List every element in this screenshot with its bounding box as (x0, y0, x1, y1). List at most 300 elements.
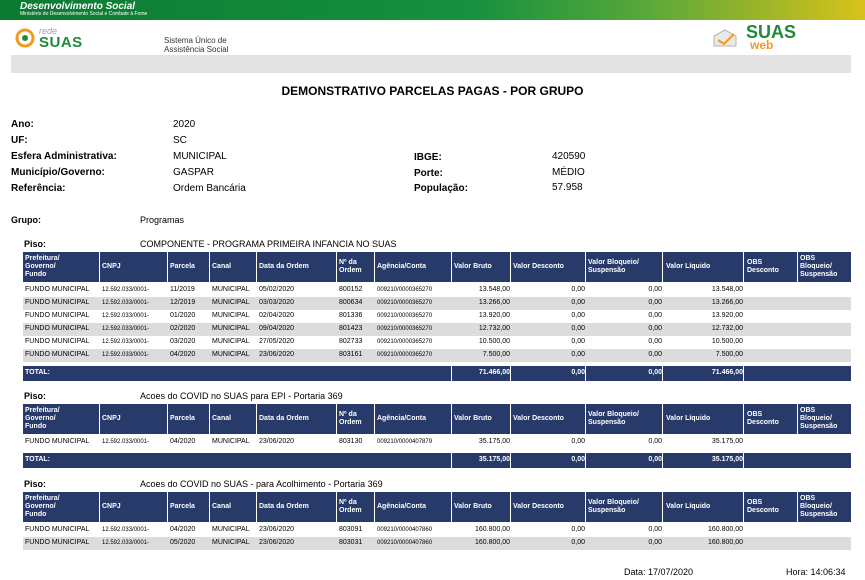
total-bloqueio: 0,00 (648, 456, 662, 463)
ano-value: 2020 (173, 119, 196, 130)
column-header-text: Desconto (747, 419, 779, 426)
cell-parcela: 11/2019 (170, 286, 195, 293)
cell-fundo: FUNDO MUNICIPAL (25, 351, 90, 358)
esfera-label: Esfera Administrativa: (11, 151, 117, 162)
cell-canal: MUNICIPAL (212, 438, 250, 445)
column-header-cnpj (102, 503, 121, 511)
cell-desconto: 0,00 (571, 325, 585, 332)
esfera-value: MUNICIPAL (173, 151, 227, 162)
cell-cnpj: 12.592.033/0001- (102, 326, 150, 332)
column-header-text: Valor Desconto (513, 503, 564, 510)
porte-label: Porte: (414, 168, 443, 179)
cell-fundo: FUNDO MUNICIPAL (25, 539, 90, 546)
column-header-agencia (377, 263, 426, 271)
government-bar (0, 0, 865, 20)
table-row (23, 284, 851, 297)
cell-liquido: 12.732,00 (711, 325, 743, 332)
column-divider (510, 252, 511, 282)
cell-agencia: 009210/0000365270 (377, 313, 433, 319)
cell-agencia: 009210/0000365270 (377, 287, 433, 293)
referencia-value: Ordem Bancária (173, 183, 246, 194)
cell-ordem: 801423 (339, 325, 363, 332)
column-header-ordem (339, 411, 362, 427)
piso-name: COMPONENTE - PROGRAMA PRIMEIRA INFANCIA NO SUAS (140, 239, 397, 249)
cell-desconto: 0,00 (571, 351, 585, 358)
referencia-label: Referência: (11, 183, 66, 194)
column-divider (167, 404, 168, 434)
cell-parcela: 01/2020 (170, 312, 196, 319)
cell-data: 23/06/2020 (259, 438, 295, 445)
column-divider (662, 492, 663, 522)
column-header-desconto (513, 415, 564, 423)
cell-ordem: 803161 (339, 351, 363, 358)
column-header-obs2 (800, 255, 837, 279)
cell-bloqueio: 0,00 (648, 539, 662, 546)
table-row (23, 524, 851, 537)
column-divider (374, 492, 375, 522)
uf-value: SC (173, 135, 187, 146)
column-header-desconto (513, 263, 564, 271)
column-divider (99, 252, 100, 282)
cell-desconto: 0,00 (571, 299, 585, 306)
suasweb-logo-icon (712, 28, 738, 48)
cell-canal: MUNICIPAL (212, 299, 250, 306)
column-divider (743, 404, 744, 434)
column-header-text: Ordem (339, 419, 362, 426)
column-header-text: Canal (212, 263, 232, 270)
table-header (23, 404, 851, 434)
rede-suas-logo[interactable] (14, 24, 94, 52)
cell-liquido: 13.920,00 (711, 312, 743, 319)
cell-canal: MUNICIPAL (212, 325, 250, 332)
table-row (23, 336, 851, 349)
gov-subtitle: Ministério do Desenvolvimento Social e Combate à Fome (20, 11, 148, 17)
system-name (164, 36, 228, 54)
total-desconto: 0,00 (571, 369, 585, 376)
cell-cnpj: 12.592.033/0001- (102, 287, 150, 293)
column-divider (167, 492, 168, 522)
column-header-text: Parcela (170, 263, 195, 270)
suasweb-logo[interactable] (712, 22, 812, 52)
rede-word: rede (39, 26, 58, 36)
cell-agencia: 009210/0000407879 (377, 439, 433, 445)
column-header-text: Canal (212, 503, 232, 510)
grupo-value: Programas (140, 215, 185, 225)
cell-agencia: 009210/0000365270 (377, 300, 433, 306)
column-divider (662, 252, 663, 282)
column-header-text: Parcela (170, 503, 195, 510)
column-header-text: Bloqueio/ (800, 263, 832, 270)
column-header-text: Ordem (339, 267, 362, 274)
total-label: TOTAL: (25, 369, 51, 376)
column-header-text: Bloqueio/ (800, 503, 832, 510)
column-header-data (259, 415, 309, 423)
column-header-text: Prefeitura/ (25, 255, 60, 262)
column-header-cnpj (102, 415, 121, 423)
column-header-text: Ordem (339, 507, 362, 514)
column-divider (99, 492, 100, 522)
column-divider (256, 252, 257, 282)
column-header-fundo (25, 407, 60, 431)
cell-data: 02/04/2020 (259, 312, 295, 319)
column-divider (336, 252, 337, 282)
column-divider (797, 252, 798, 282)
cell-cnpj: 12.592.033/0001- (102, 339, 150, 345)
total-divider (451, 453, 452, 468)
column-header-parcela (170, 415, 195, 423)
cell-fundo: FUNDO MUNICIPAL (25, 286, 90, 293)
cell-liquido: 10.500,00 (711, 338, 743, 345)
total-divider (585, 366, 586, 381)
cell-parcela: 04/2020 (170, 526, 196, 533)
cell-liquido: 160.800,00 (707, 526, 743, 533)
column-divider (797, 404, 798, 434)
column-header-text: CNPJ (102, 415, 121, 422)
column-divider (209, 252, 210, 282)
total-divider (662, 453, 663, 468)
column-header-text: Valor Desconto (513, 415, 564, 422)
total-desconto: 0,00 (571, 456, 585, 463)
total-bruto: 71.466,00 (478, 369, 510, 376)
cell-liquido: 13.266,00 (711, 299, 743, 306)
cell-data: 09/04/2020 (259, 325, 295, 332)
cell-fundo: FUNDO MUNICIPAL (25, 312, 90, 319)
column-header-text: Agência/Conta (377, 263, 427, 270)
column-header-bruto (454, 263, 492, 271)
column-header-text: Data da Ordem (259, 263, 309, 270)
column-divider (336, 404, 337, 434)
column-header-canal (212, 263, 231, 271)
gov-title: Desenvolvimento Social (20, 1, 136, 12)
cell-bruto: 13.266,00 (478, 299, 510, 306)
column-header-text: Suspensão (588, 419, 626, 426)
menu-bar (11, 55, 851, 73)
cell-data: 23/06/2020 (259, 526, 295, 533)
cell-fundo: FUNDO MUNICIPAL (25, 299, 90, 306)
column-divider (585, 492, 586, 522)
cell-fundo: FUNDO MUNICIPAL (25, 438, 90, 445)
total-divider (585, 453, 586, 468)
cell-ordem: 803130 (339, 438, 363, 445)
populacao-label: População: (414, 183, 468, 194)
column-header-text: Bloqueio/ (800, 415, 832, 422)
cell-fundo: FUNDO MUNICIPAL (25, 526, 90, 533)
column-header-text: Valor Desconto (513, 263, 564, 270)
total-divider (743, 453, 744, 468)
footer-time: Hora: 14:06:34 (786, 567, 846, 577)
column-divider (743, 252, 744, 282)
column-header-text: Valor Bloqueio/ (588, 499, 639, 506)
cell-bloqueio: 0,00 (648, 526, 662, 533)
cell-agencia: 009210/0000365270 (377, 352, 433, 358)
cell-bloqueio: 0,00 (648, 299, 662, 306)
column-header-text: Valor Bloqueio/ (588, 411, 639, 418)
total-divider (510, 366, 511, 381)
cell-canal: MUNICIPAL (212, 539, 250, 546)
column-header-text: Governo/ (25, 263, 56, 270)
total-bruto: 35.175,00 (478, 456, 510, 463)
column-header-fundo (25, 255, 60, 279)
uf-label: UF: (11, 135, 28, 146)
column-header-text: Agência/Conta (377, 415, 427, 422)
cell-fundo: FUNDO MUNICIPAL (25, 338, 90, 345)
column-divider (451, 492, 452, 522)
column-header-bloqueio (588, 259, 639, 275)
cell-canal: MUNICIPAL (212, 286, 250, 293)
column-header-ordem (339, 499, 362, 515)
column-divider (585, 252, 586, 282)
cell-bruto: 7.500,00 (482, 351, 510, 358)
footer-date: Data: 17/07/2020 (624, 567, 694, 577)
total-bloqueio: 0,00 (648, 369, 662, 376)
column-header-text: CNPJ (102, 503, 121, 510)
column-header-text: Parcela (170, 415, 195, 422)
cell-data: 05/02/2020 (259, 286, 295, 293)
cell-bloqueio: 0,00 (648, 438, 662, 445)
table-header (23, 252, 851, 282)
cell-desconto: 0,00 (571, 526, 585, 533)
column-header-text: Canal (212, 415, 232, 422)
cell-ordem: 800152 (339, 286, 363, 293)
column-header-fundo (25, 495, 60, 519)
column-header-text: Suspensão (800, 271, 838, 278)
cell-data: 23/06/2020 (259, 539, 295, 546)
column-divider (585, 404, 586, 434)
column-header-text: OBS (800, 407, 816, 414)
column-header-obs2 (800, 407, 837, 431)
column-header-text: Valor Líquido (666, 415, 711, 422)
column-header-liquido (666, 415, 710, 423)
piso-name: Acoes do COVID no SUAS - para Acolhimento - Portaria 369 (140, 479, 383, 489)
table-row (23, 537, 851, 550)
column-header-text: OBS (747, 411, 763, 418)
report-title: DEMONSTRATIVO PARCELAS PAGAS - POR GRUPO (281, 84, 584, 98)
cell-bruto: 13.920,00 (478, 312, 510, 319)
column-divider (256, 492, 257, 522)
column-header-text: Desconto (747, 507, 779, 514)
column-header-agencia (377, 415, 426, 423)
cell-desconto: 0,00 (571, 312, 585, 319)
column-header-text: Suspensão (588, 507, 626, 514)
total-liquido: 35.175,00 (711, 456, 743, 463)
column-divider (336, 492, 337, 522)
column-divider (662, 404, 663, 434)
cell-cnpj: 12.592.033/0001- (102, 439, 150, 445)
cell-bloqueio: 0,00 (648, 286, 662, 293)
municipio-label: Município/Governo: (11, 167, 105, 178)
total-divider (662, 366, 663, 381)
total-row (23, 366, 851, 381)
column-header-text: Governo/ (25, 415, 56, 422)
column-header-desconto (513, 503, 564, 511)
column-header-text: Valor Bruto (454, 415, 492, 422)
column-header-obs1 (747, 259, 779, 275)
suasweb-web-word: web (750, 38, 774, 52)
cell-ordem: 802733 (339, 338, 363, 345)
cell-liquido: 160.800,00 (707, 539, 743, 546)
column-header-cnpj (102, 263, 121, 271)
column-header-data (259, 503, 309, 511)
total-label: TOTAL: (25, 456, 51, 463)
column-header-canal (212, 415, 231, 423)
cell-bruto: 13.548,00 (478, 286, 510, 293)
cell-data: 03/03/2020 (259, 299, 295, 306)
cell-canal: MUNICIPAL (212, 526, 250, 533)
piso-label: Piso: (24, 479, 47, 489)
cell-canal: MUNICIPAL (212, 312, 250, 319)
cell-parcela: 04/2020 (170, 351, 196, 358)
cell-liquido: 13.548,00 (711, 286, 743, 293)
cell-ordem: 803031 (339, 539, 363, 546)
system-name-line1: Sistema Único de (164, 36, 227, 45)
porte-value: MÉDIO (552, 167, 585, 178)
column-header-canal (212, 503, 231, 511)
column-divider (451, 404, 452, 434)
cell-desconto: 0,00 (571, 338, 585, 345)
column-divider (743, 492, 744, 522)
column-divider (451, 252, 452, 282)
column-header-text: CNPJ (102, 263, 121, 270)
column-divider (374, 252, 375, 282)
column-header-text: Suspensão (588, 267, 626, 274)
column-header-obs1 (747, 499, 779, 515)
cell-cnpj: 12.592.033/0001- (102, 352, 150, 358)
column-divider (510, 492, 511, 522)
column-header-text: Suspensão (800, 423, 838, 430)
column-divider (167, 252, 168, 282)
column-divider (510, 404, 511, 434)
column-header-bruto (454, 415, 492, 423)
cell-canal: MUNICIPAL (212, 338, 250, 345)
cell-ordem: 803091 (339, 526, 363, 533)
cell-agencia: 009210/0000407860 (377, 527, 433, 533)
cell-bloqueio: 0,00 (648, 351, 662, 358)
column-divider (209, 404, 210, 434)
column-header-text: Valor Líquido (666, 503, 711, 510)
cell-bruto: 10.500,00 (478, 338, 510, 345)
column-header-text: Fundo (25, 271, 47, 278)
column-header-text: OBS (800, 495, 816, 502)
cell-data: 27/05/2020 (259, 338, 295, 345)
table-header (23, 492, 851, 522)
column-header-parcela (170, 263, 195, 271)
column-header-ordem (339, 259, 362, 275)
cell-parcela: 12/2019 (170, 299, 196, 306)
column-header-bloqueio (588, 411, 639, 427)
table-row (23, 310, 851, 323)
total-divider (743, 366, 744, 381)
column-header-text: Data da Ordem (259, 415, 309, 422)
column-header-text: OBS (800, 255, 816, 262)
piso-label: Piso: (24, 391, 47, 401)
column-header-text: Nº da (339, 259, 357, 266)
cell-parcela: 02/2020 (170, 325, 196, 332)
piso-label: Piso: (24, 239, 47, 249)
cell-bloqueio: 0,00 (648, 312, 662, 319)
column-header-text: Data da Ordem (259, 503, 309, 510)
column-header-text: Valor Bruto (454, 503, 492, 510)
cell-cnpj: 12.592.033/0001- (102, 300, 150, 306)
total-liquido: 71.466,00 (711, 369, 743, 376)
column-divider (374, 404, 375, 434)
cell-desconto: 0,00 (571, 539, 585, 546)
column-header-text: Valor Bloqueio/ (588, 259, 639, 266)
column-header-text: Agência/Conta (377, 503, 427, 510)
suas-word: SUAS (39, 34, 83, 51)
column-header-agencia (377, 503, 426, 511)
column-header-liquido (666, 263, 710, 271)
cell-agencia: 009210/0000365270 (377, 326, 433, 332)
total-row (23, 453, 851, 468)
column-header-text: OBS (747, 499, 763, 506)
ano-label: Ano: (11, 119, 34, 130)
column-header-text: Nº da (339, 411, 357, 418)
column-divider (797, 492, 798, 522)
cell-bloqueio: 0,00 (648, 338, 662, 345)
table-row (23, 349, 851, 362)
cell-fundo: FUNDO MUNICIPAL (25, 325, 90, 332)
cell-desconto: 0,00 (571, 286, 585, 293)
column-divider (256, 404, 257, 434)
cell-liquido: 7.500,00 (715, 351, 743, 358)
column-header-text: Nº da (339, 499, 357, 506)
total-divider (451, 366, 452, 381)
column-header-text: Fundo (25, 423, 47, 430)
cell-bruto: 160.800,00 (474, 539, 510, 546)
suasweb-suas-word: SUAS (746, 22, 797, 42)
table-row (23, 323, 851, 336)
system-name-line2: Assistência Social (164, 45, 229, 54)
cell-parcela: 04/2020 (170, 438, 196, 445)
column-header-bloqueio (588, 499, 639, 515)
column-header-obs1 (747, 411, 779, 427)
cell-bruto: 35.175,00 (478, 438, 510, 445)
column-header-text: Fundo (25, 511, 47, 518)
ibge-label: IBGE: (414, 152, 442, 163)
municipio-value: GASPAR (173, 167, 214, 178)
column-header-obs2 (800, 495, 837, 519)
cell-liquido: 35.175,00 (711, 438, 743, 445)
cell-bruto: 160.800,00 (474, 526, 510, 533)
table-row (23, 297, 851, 310)
cell-cnpj: 12.592.033/0001- (102, 540, 150, 546)
cell-agencia: 009210/0000407860 (377, 540, 433, 546)
column-header-text: Suspensão (800, 511, 838, 518)
column-header-data (259, 263, 309, 271)
column-divider (99, 404, 100, 434)
cell-parcela: 05/2020 (170, 539, 196, 546)
cell-canal: MUNICIPAL (212, 351, 250, 358)
grupo-label: Grupo: (11, 215, 41, 225)
total-divider (510, 453, 511, 468)
populacao-value: 57.958 (552, 182, 583, 193)
cell-data: 23/06/2020 (259, 351, 295, 358)
column-header-bruto (454, 503, 492, 511)
column-header-text: Prefeitura/ (25, 407, 60, 414)
table-row (23, 436, 851, 449)
column-header-text: OBS (747, 259, 763, 266)
cell-ordem: 801336 (339, 312, 363, 319)
column-header-text: Desconto (747, 267, 779, 274)
cell-agencia: 009210/0000365270 (377, 339, 433, 345)
column-header-text: Prefeitura/ (25, 495, 60, 502)
column-header-text: Valor Bruto (454, 263, 492, 270)
ibge-value: 420590 (552, 151, 586, 162)
cell-bruto: 12.732,00 (478, 325, 510, 332)
cell-cnpj: 12.592.033/0001- (102, 313, 150, 319)
piso-name: Acoes do COVID no SUAS para EPI - Portaria 369 (140, 391, 343, 401)
column-header-liquido (666, 503, 710, 511)
